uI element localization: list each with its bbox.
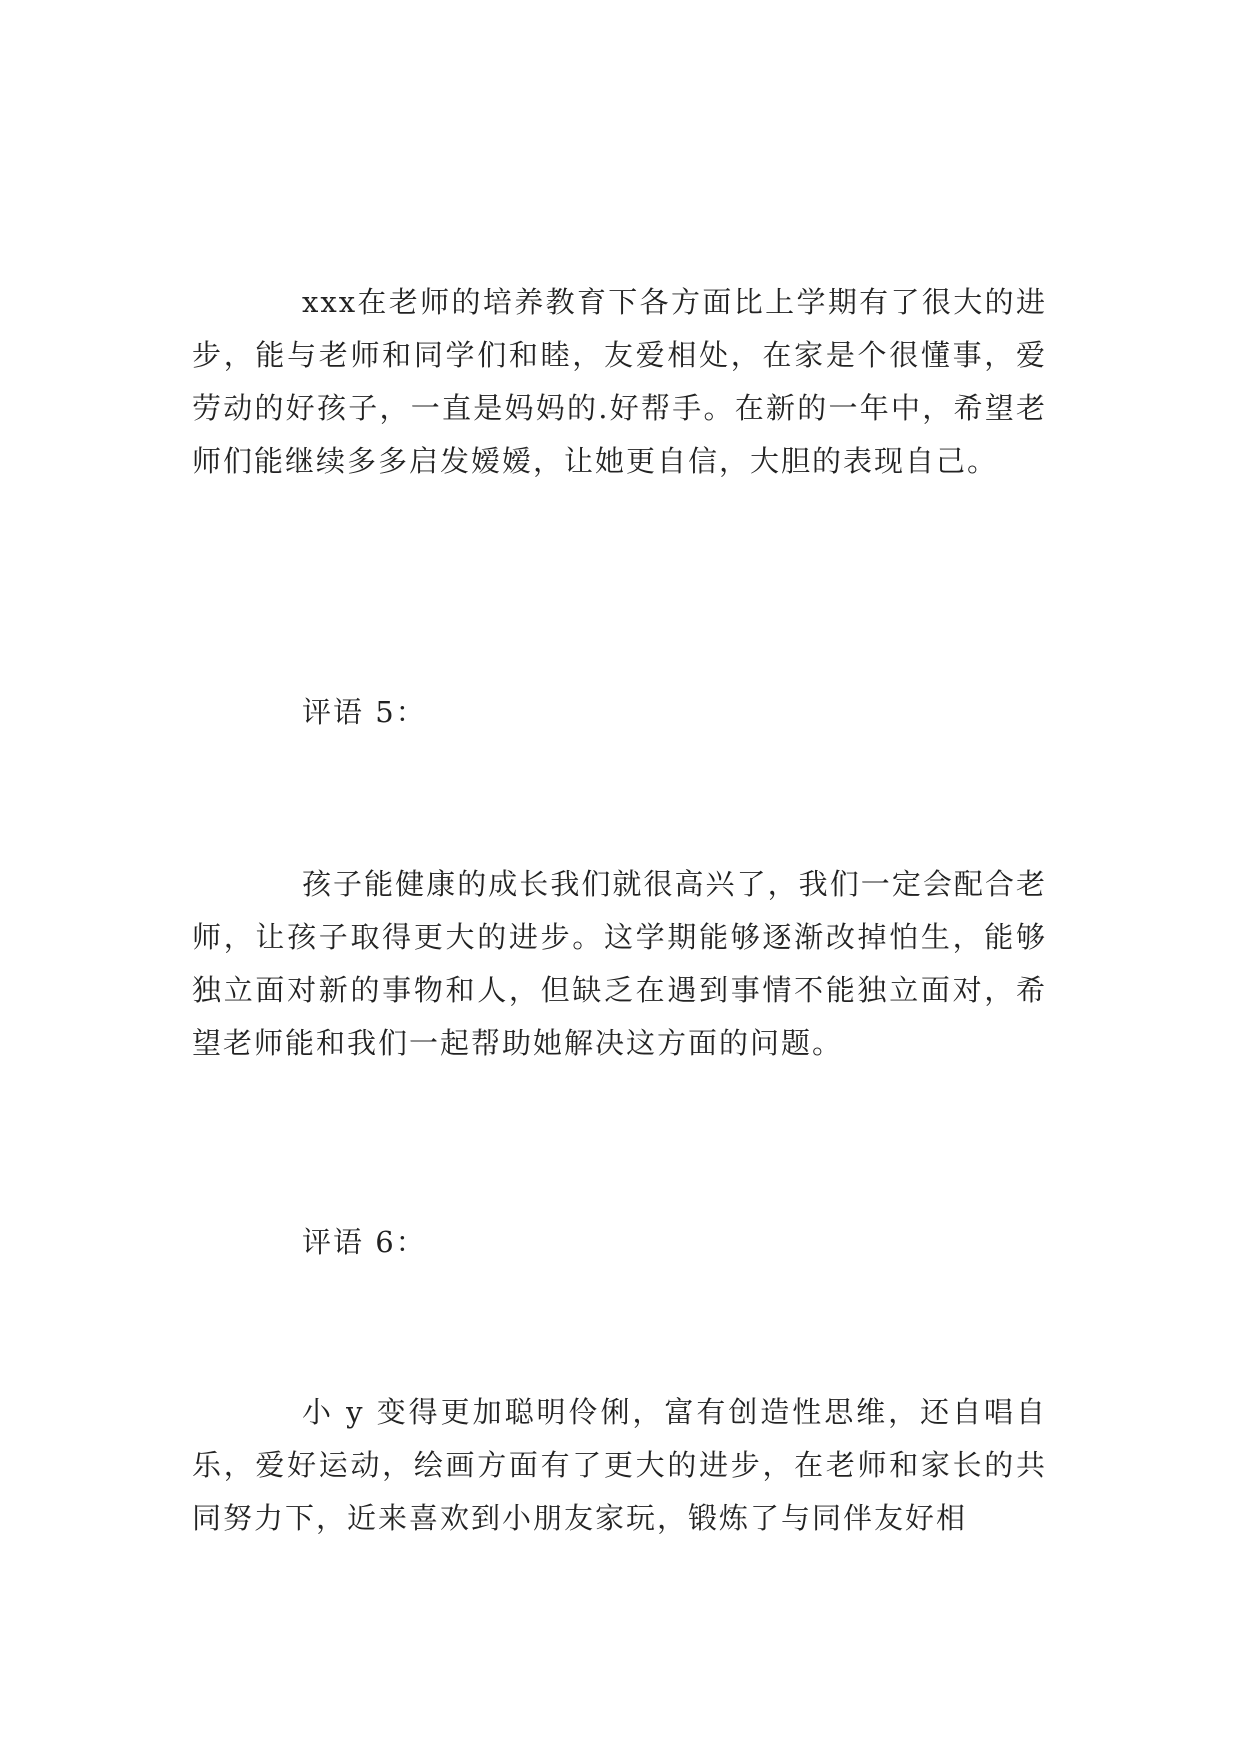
comment-heading-6: 评语 6： (302, 1225, 427, 1259)
comment-heading-5: 评语 5： (302, 695, 427, 729)
comment-paragraph-2: 孩子能健康的成长我们就很高兴了，我们一定会配合老师，让孩子取得更大的进步。这学期能够逐渐改掉怕生，能够独立面对新的事物和人，但缺乏在遇到事情不能独立面对，希望老师能和我们一起帮助她解决这方面的问题。 (192, 867, 1047, 1060)
comment-paragraph-3: 小 y 变得更加聪明伶俐，富有创造性思维，还自唱自乐，爱好运动，绘画方面有了更大的进步，在老师和家长的共同努力下，近来喜欢到小朋友家玩，锻炼了与同伴友好相 (192, 1395, 1047, 1535)
comment-paragraph-1: xxx在老师的培养教育下各方面比上学期有了很大的进步，能与老师和同学们和睦，友爱相处，在家是个很懂事，爱劳动的好孩子，一直是妈妈的.好帮手。在新的一年中，希望老师们能继续多多启发嫒嫒，让她更自信，大胆的表现自己。 (192, 285, 1047, 478)
